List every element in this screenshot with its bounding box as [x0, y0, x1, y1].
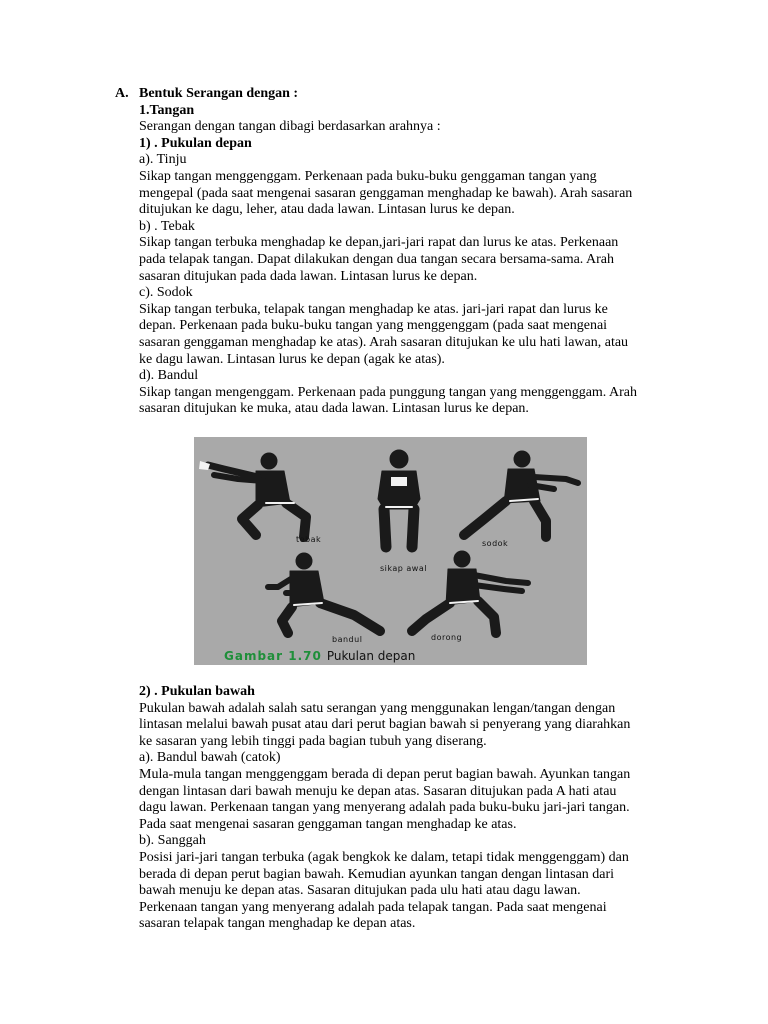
- item-label-bandul: d). Bandul: [139, 368, 199, 384]
- item-label-tinju: a). Tinju: [139, 152, 187, 168]
- bandul-pose-figure: [268, 553, 380, 633]
- label-sodok: sodok: [482, 539, 509, 548]
- label-sikap-awal: sikap awal: [380, 564, 427, 573]
- paragraph-line: berada di depan perut bagian bawah. Kemudian ayunkan tangan dengan lintasan dari: [139, 866, 615, 882]
- paragraph-line: Pada saat mengenai sasaran genggaman tangan menghadap ke atas.: [139, 816, 517, 832]
- paragraph-line: bawah menuju ke depan atas. Sasaran ditujukan pada ulu hati atau dagu lawan.: [139, 883, 581, 899]
- item-label-bandul-bawah: a). Bandul bawah (catok): [139, 750, 281, 766]
- martial-arts-illustration: [194, 437, 587, 665]
- sodok-pose-figure: [464, 451, 578, 537]
- paragraph-line: sasaran ditujukan ke muka, atau dada lawan. Lintasan lurus ke depan.: [139, 401, 529, 417]
- part1-heading: 1) . Pukulan depan: [139, 135, 252, 151]
- paragraph-line: sasaran telapak tangan menghadap ke depan atas.: [139, 916, 416, 932]
- paragraph-line: ke sasaran yang lebih tinggi pada bagian tubuh yang diserang.: [139, 733, 487, 749]
- figure-caption-text: Pukulan depan: [326, 649, 416, 663]
- label-tebak: tebak: [296, 535, 322, 544]
- section-subtitle: 1.Tangan: [139, 102, 195, 118]
- paragraph-line: Sikap tangan terbuka, telapak tangan menghadap ke atas. jari-jari rapat dan lurus ke: [139, 301, 608, 317]
- paragraph-line: sasaran ditujukan pada dada lawan. Lintasan lurus ke depan.: [139, 268, 478, 284]
- paragraph-line: Sikap tangan menggenggam. Perkenaan pada buku-buku genggaman tangan yang: [139, 168, 597, 184]
- section-letter: A.: [115, 86, 129, 101]
- paragraph-line: Sikap tangan terbuka menghadap ke depan,jari-jari rapat dan lurus ke atas. Perkenaan: [139, 235, 619, 251]
- paragraph-line: Pukulan bawah adalah salah satu serangan yang menggunakan lengan/tangan dengan: [139, 700, 616, 716]
- paragraph-line: dengan lintasan dari bawah menuju ke depan atas. Sasaran ditujukan pada A hati atau: [139, 783, 617, 799]
- paragraph-line: Mula-mula tangan menggenggam berada di depan perut bagian bawah. Ayunkan tangan: [139, 766, 631, 782]
- label-bandul: bandul: [332, 635, 363, 644]
- paragraph-line: Posisi jari-jari tangan terbuka (agak bengkok ke dalam, tetapi tidak menggenggam) dan: [139, 849, 629, 865]
- part2-heading: 2) . Pukulan bawah: [139, 684, 255, 699]
- pukulan-depan-figure: [194, 437, 587, 665]
- paragraph-line: dagu lawan. Perkenaan tangan yang menyerang adalah pada buku-buku jari-jari tangan.: [139, 800, 630, 816]
- sikap-awal-pose-figure: [378, 450, 420, 547]
- paragraph-line: lintasan melalui bawah pusat atau dari perut bagian bawah si penyerang yang diarahkan: [139, 717, 631, 733]
- dorong-pose-figure: [412, 551, 528, 633]
- part2-text: [139, 684, 679, 933]
- part1-text: [139, 86, 679, 418]
- paragraph-line: sasaran genggaman menghadap ke atas). Arah sasaran ditujukan ke ulu hati lawan, atau: [139, 334, 629, 350]
- paragraph-line: Perkenaan tangan yang menyerang adalah pada telapak tangan. Pada saat mengenai: [139, 899, 607, 915]
- paragraph-line: pada telapak tangan. Dapat dilakukan dengan dua tangan secara bersama-sama. Arah: [139, 251, 615, 267]
- paragraph-line: depan. Perkenaan pada buku-buku tangan yang menggenggam (pada saat mengenai: [139, 318, 608, 334]
- section-intro: Serangan dengan tangan dibagi berdasarkan arahnya :: [139, 119, 441, 135]
- figure-caption: [224, 648, 415, 665]
- paragraph-line: ditujukan ke dagu, leher, atau dada lawan. Lintasan lurus ke depan.: [139, 202, 515, 218]
- tebak-pose-figure: [199, 453, 306, 537]
- item-label-sanggah: b). Sanggah: [139, 833, 206, 849]
- section-title: Bentuk Serangan dengan :: [139, 86, 299, 101]
- figure-caption-number: Gambar 1.70: [224, 649, 322, 663]
- item-label-sodok: c). Sodok: [139, 285, 193, 301]
- label-dorong: dorong: [431, 633, 463, 642]
- item-label-tebak: b) . Tebak: [139, 218, 195, 234]
- paragraph-line: ke dagu lawan. Lintasan lurus ke depan (agak ke atas).: [139, 351, 445, 367]
- paragraph-line: Sikap tangan mengenggam. Perkenaan pada punggung tangan yang menggenggam. Arah: [139, 384, 638, 400]
- paragraph-line: mengepal (pada saat mengenai sasaran genggaman menghadap ke bawah). Arah sasaran: [139, 185, 633, 201]
